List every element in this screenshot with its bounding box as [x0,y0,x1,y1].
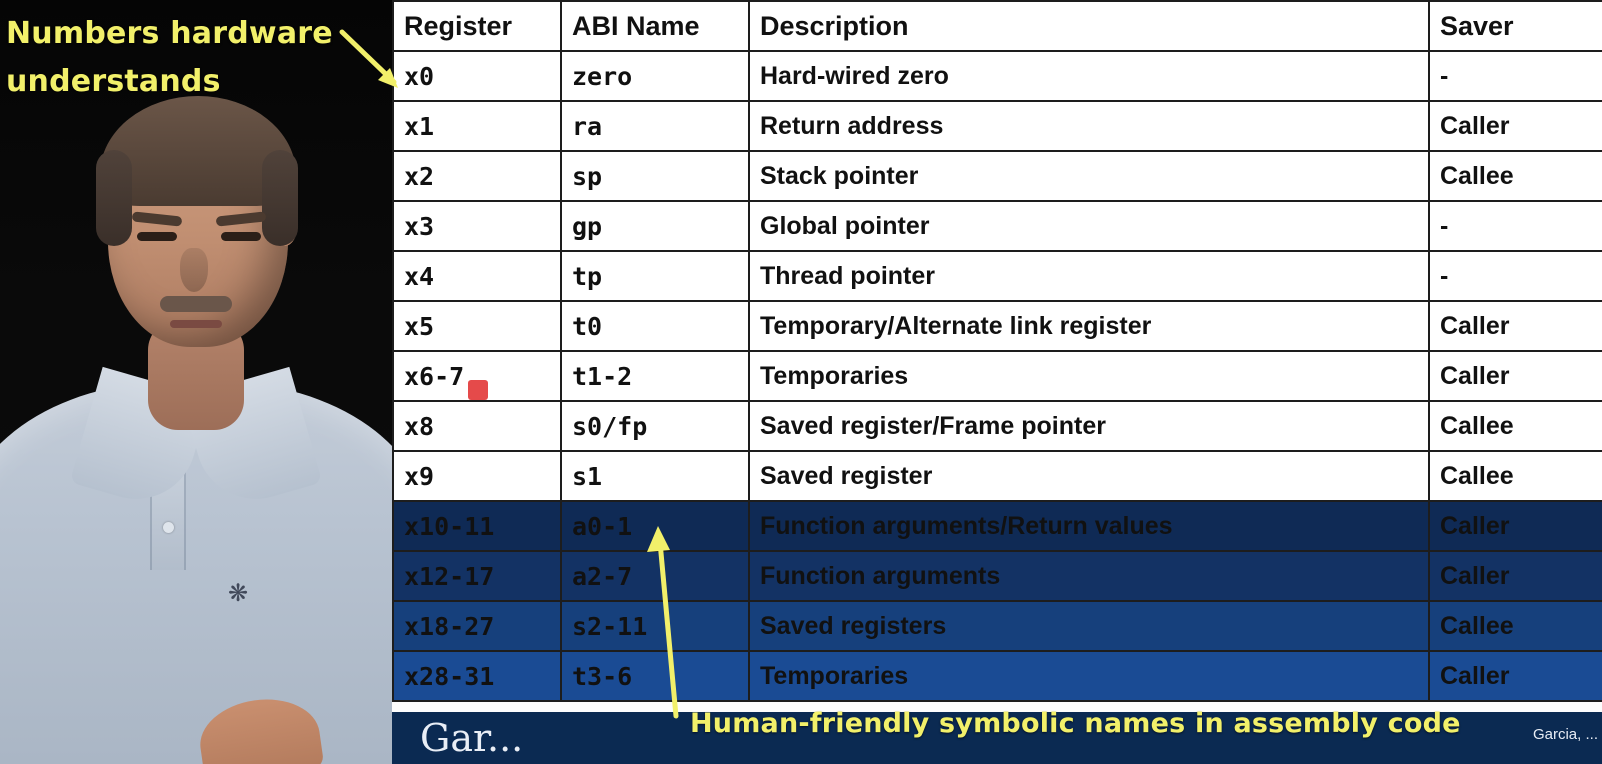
column-header-register: Register [393,1,561,51]
cell-saver: Callee [1429,151,1602,201]
cell-abi-name: zero [561,51,749,101]
cell-abi-name: a0-1 [561,501,749,551]
cell-saver: Callee [1429,601,1602,651]
column-header-saver: Saver [1429,1,1602,51]
arrow-up-icon [630,520,700,720]
cell-saver: - [1429,201,1602,251]
table-row [393,201,1602,251]
table-row [393,301,1602,351]
cell-description: Temporary/Alternate link register [749,301,1429,351]
presenter-eye-left [137,232,177,241]
cell-abi-name: a2-7 [561,551,749,601]
shirt-logo-icon: ❋ [228,579,249,607]
slide-footer-text: Gar... [420,716,524,760]
cell-description: Return address [749,101,1429,151]
cell-abi-name: gp [561,201,749,251]
cell-abi-name: sp [561,151,749,201]
cell-saver: Caller [1429,101,1602,151]
presenter-mustache [160,296,232,312]
cell-register: x28-31 [393,651,561,701]
cell-register: x18-27 [393,601,561,651]
presenter-nose [180,248,208,292]
cell-register: x6-7 [393,351,561,401]
cell-description: Saved registers [749,601,1429,651]
cell-abi-name: t1-2 [561,351,749,401]
cell-saver: Caller [1429,651,1602,701]
column-header-description: Description [749,1,1429,51]
cell-register: x2 [393,151,561,201]
cell-register: x10-11 [393,501,561,551]
cell-register: x9 [393,451,561,501]
table-row [393,351,1602,401]
cell-abi-name: s2-11 [561,601,749,651]
cell-abi-name: tp [561,251,749,301]
cell-saver: Caller [1429,501,1602,551]
table-row [393,551,1602,601]
table-row [393,101,1602,151]
cell-saver: Caller [1429,351,1602,401]
column-header-abi-name: ABI Name [561,1,749,51]
callout-symbolic-names: Human-friendly symbolic names in assembly code [690,708,1461,739]
presenter-hair-right [262,150,298,246]
cell-description: Function arguments [749,551,1429,601]
table-row [393,251,1602,301]
presenter-eye-right [221,232,261,241]
cell-saver: Caller [1429,551,1602,601]
table-row [393,451,1602,501]
cell-description: Function arguments/Return values [749,501,1429,551]
cell-saver: - [1429,51,1602,101]
cell-description: Temporaries [749,651,1429,701]
cell-register: x5 [393,301,561,351]
cell-description: Global pointer [749,201,1429,251]
table-row [393,601,1602,651]
cell-description: Temporaries [749,351,1429,401]
cell-description: Thread pointer [749,251,1429,301]
cell-register: x4 [393,251,561,301]
cell-abi-name: s1 [561,451,749,501]
presenter-mouth [170,320,222,328]
cell-register: x8 [393,401,561,451]
cell-saver: Callee [1429,401,1602,451]
callout-numbers-hardware: Numbers hardware understands [6,16,333,99]
table-row [393,651,1602,701]
table-row [393,151,1602,201]
cursor-pointer-icon [468,380,488,400]
cell-abi-name: t0 [561,301,749,351]
arrow-down-right-icon [338,28,408,96]
table-row [393,501,1602,551]
cell-abi-name: ra [561,101,749,151]
shirt-button-icon [163,522,174,533]
cell-description: Stack pointer [749,151,1429,201]
cell-saver: - [1429,251,1602,301]
cell-register: x0 [393,51,561,101]
cell-abi-name: s0/fp [561,401,749,451]
slide-credit: Garcia, ... [1532,726,1598,743]
cell-register: x3 [393,201,561,251]
slide-area [392,0,1602,764]
presenter-hair-left [96,150,132,246]
cell-description: Hard-wired zero [749,51,1429,101]
table-row [393,401,1602,451]
cell-description: Saved register/Frame pointer [749,401,1429,451]
cell-abi-name: t3-6 [561,651,749,701]
cell-saver: Caller [1429,301,1602,351]
presenter-webcam [0,0,392,764]
table-row [393,51,1602,101]
cell-register: x12-17 [393,551,561,601]
register-table [392,0,1602,702]
cell-saver: Callee [1429,451,1602,501]
cell-description: Saved register [749,451,1429,501]
table-header-row [393,1,1602,51]
cell-register: x1 [393,101,561,151]
